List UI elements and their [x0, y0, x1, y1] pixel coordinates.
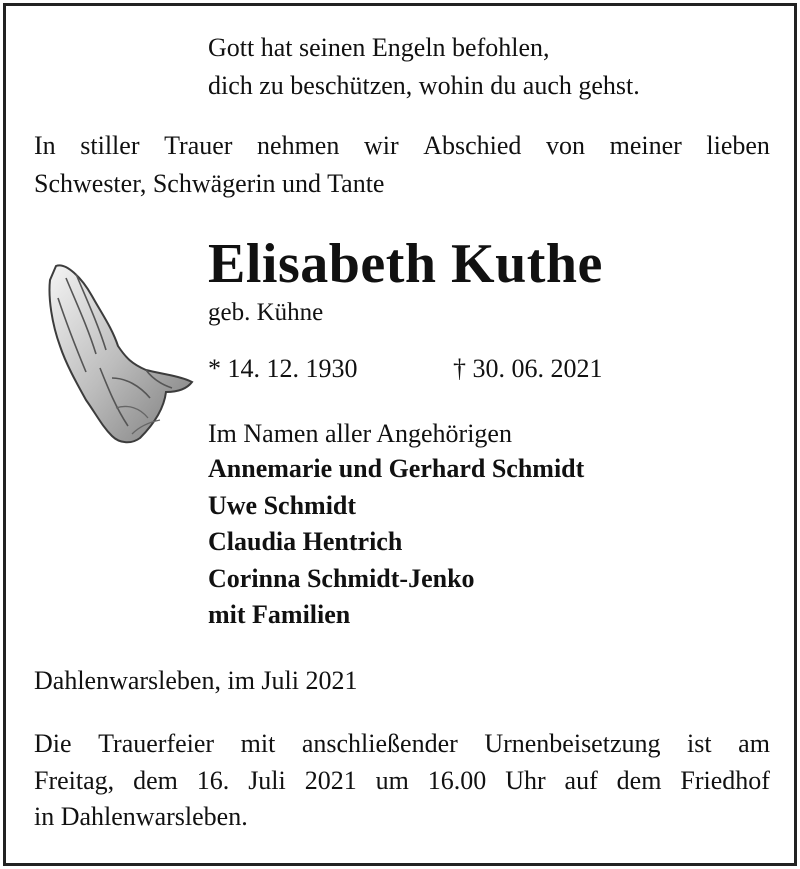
motto-line-2: dich zu beschützen, wohin du auch gehst. [208, 71, 640, 100]
place-date: Dahlenwarsleben, im Juli 2021 [34, 666, 358, 695]
intro-line-2: Schwester, Schwägerin und Tante [34, 169, 385, 198]
praying-hands-icon [36, 258, 196, 448]
death-date: † 30. 06. 2021 [453, 354, 603, 383]
mourner-name: Uwe Schmidt [208, 491, 357, 520]
mourner-name: Claudia Hentrich [208, 527, 403, 556]
service-line-2: Freitag, dem 16. Juli 2021 um 16.00 Uhr auf dem Friedhof [34, 766, 770, 795]
mourners-intro: Im Namen aller Angehörigen [208, 419, 512, 448]
mourner-name: mit Familien [208, 600, 351, 629]
mourner-name: Annemarie und Gerhard Schmidt [208, 454, 585, 483]
motto-line-1: Gott hat seinen Engeln befohlen, [208, 33, 550, 62]
service-line-1: Die Trauerfeier mit anschließender Urnenbeisetzung ist am [34, 729, 770, 758]
mourner-name: Corinna Schmidt-Jenko [208, 564, 475, 593]
service-line-3: in Dahlenwarsleben. [34, 802, 248, 831]
birth-name: geb. Kühne [208, 299, 324, 326]
deceased-name: Elisabeth Kuthe [208, 233, 603, 295]
intro-line-1: In stiller Trauer nehmen wir Abschied von meiner lieben [34, 131, 770, 160]
birth-date: * 14. 12. 1930 [208, 354, 358, 383]
